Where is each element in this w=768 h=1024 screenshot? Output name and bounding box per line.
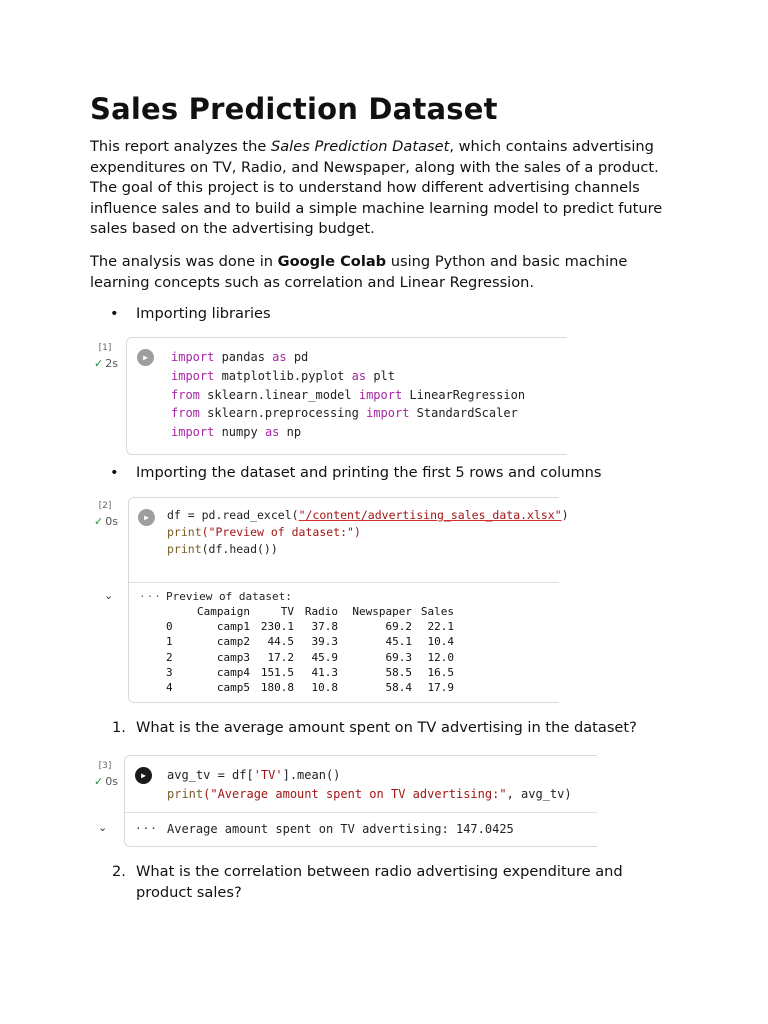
success-check-icon: ✓ 0s: [94, 515, 118, 528]
dataset-name: Sales Prediction Dataset: [270, 138, 450, 155]
run-cell-button[interactable]: ▶: [137, 349, 154, 366]
success-check-icon: ✓ 0s: [94, 775, 118, 788]
execution-count: [1]: [98, 343, 112, 353]
table-row: 2 camp3 17.2 45.9 69.3 12.0: [166, 650, 454, 664]
colab-name: Google Colab: [277, 253, 387, 270]
code-editor[interactable]: [124, 755, 597, 847]
code-cell-imports[interactable]: [90, 337, 566, 455]
code-text[interactable]: df = pd.read_excel("/content/advertising_sales_data.xlsx") print("Preview of dataset:") print(df.head()): [167, 508, 569, 556]
code-text[interactable]: avg_tv = df['TV'].mean() print("Average amount spent on TV advertising:", avg_tv): [167, 768, 572, 801]
code-text[interactable]: import pandas as pd import matplotlib.pyplot as plt from sklearn.linear_model import LinearRegression from sklearn.preprocessing import StandardScaler import numpy as np: [171, 350, 526, 440]
run-cell-button[interactable]: ▶: [135, 767, 152, 784]
success-check-icon: ✓ 2s: [94, 357, 118, 370]
run-cell-button[interactable]: ▶: [138, 509, 155, 526]
execution-count: [2]: [98, 501, 112, 511]
collapse-output-chevron-icon[interactable]: ⌄: [104, 589, 114, 602]
output-menu-icon[interactable]: ···: [135, 822, 158, 835]
table-header-row: Campaign TV Radio Newspaper Sales: [197, 605, 454, 618]
code-cell-avg-tv[interactable]: [90, 755, 596, 847]
page-title: Sales Prediction Dataset: [90, 92, 498, 126]
code-editor[interactable]: [128, 497, 569, 703]
table-row: 1 camp2 44.5 39.3 45.1 10.4: [166, 635, 454, 649]
table-row: 4 camp5 180.8 10.8 58.4 17.9: [166, 681, 454, 695]
intro-paragraph: This report analyzes the Sales Prediction Dataset, which contains advertising expenditures on TV, Radio, and Newspaper, along with the sales of a product. The goal of this project is to understand how different advertising channels influence sales and to build a simple machine learning model to predict future sales based on the advertising budget.: [90, 138, 663, 238]
output-title: Preview of dataset:: [166, 590, 292, 603]
bullet-icon: •: [110, 464, 119, 481]
collapse-output-chevron-icon[interactable]: ⌄: [98, 821, 108, 834]
code-cell-read-excel[interactable]: [90, 497, 569, 703]
table-row: 0 camp1 230.1 37.8 69.2 22.1: [166, 620, 454, 634]
code-editor[interactable]: [126, 337, 567, 455]
output-menu-icon[interactable]: ···: [139, 590, 162, 603]
output-text: Average amount spent on TV advertising: 147.0425: [167, 822, 514, 836]
dataframe-output: [166, 604, 454, 695]
analysis-paragraph: The analysis was done in Google Colab using Python and basic machine learning concepts such as correlation and Linear Regression.: [90, 253, 628, 291]
execution-count: [3]: [98, 761, 112, 771]
table-row: 3 camp4 151.5 41.3 58.5 16.5: [166, 665, 454, 679]
bullet-icon: •: [110, 305, 119, 322]
